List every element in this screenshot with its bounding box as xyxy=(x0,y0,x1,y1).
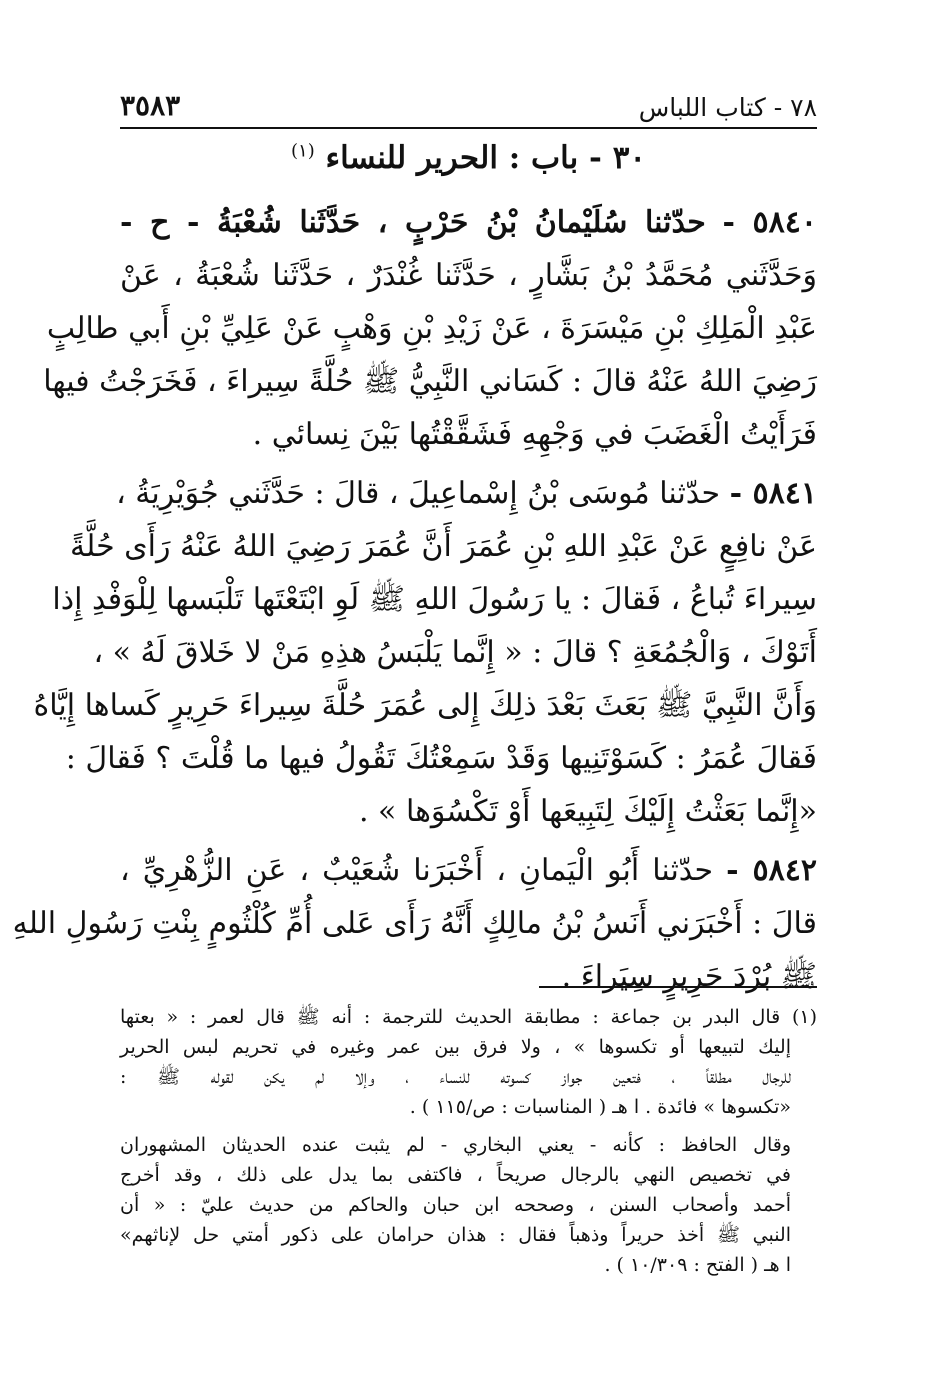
text-line: حدّثنا سُلَيْمانُ بْنُ حَرْبٍ ، حَدَّثَنا شُعْبَةُ - ح - xyxy=(120,205,706,240)
text-line: حدّثنا مُوسَى بْنُ إِسْماعِيلَ ، قالَ : حَدَّثَني جُوَيْرِيَةُ ، xyxy=(116,476,721,511)
text-line: فَرَأَيْتُ الْغَضَبَ في وَجْهِهِ فَشَقَّقْتُها بَيْنَ نِسائي . xyxy=(252,417,817,452)
footnote-line: ا هـ ( الفتح : ١٠/٣٠٩ ) . xyxy=(604,1254,791,1276)
main-text xyxy=(12,196,817,1003)
hadith-5842-line-1 xyxy=(120,844,817,897)
text-line: قالَ : أَخْبَرَني أَنَسُ بْنُ مالِكٍ أَنَّهُ رَأَى عَلى أُمِّ كُلْثُومٍ بِنْتِ رَسُولِ اللهِ xyxy=(12,906,817,941)
footnote-reference: (١) xyxy=(290,140,315,162)
footnote-line: أحمد وأصحاب السنن ، وصححه ابن حبان والحاكم من حديث عليّ : « أن xyxy=(120,1194,791,1216)
footnote-line: وقال الحافظ : كأنه - يعني البخاري - لم يثبت عنده الحديثان المشهوران xyxy=(120,1134,791,1156)
text-line: عَنْ نافِعٍ عَنْ عَبْدِ اللهِ بْنِ عُمَرَ أَنَّ عُمَرَ رَضِيَ اللهُ عَنْهُ رَأَى حُلَّةً xyxy=(70,529,817,564)
footnotes xyxy=(120,1002,817,1280)
footnote-line: للرجال مطلقاً ، فتعين جواز كسوته للنساء ، وإلا لم يكن لقوله ﷺ : xyxy=(120,1066,791,1088)
footnote-line: «تكسوها » فائدة . ا هـ ( المناسبات : ص/١١٥ ) . xyxy=(409,1096,791,1118)
text-line: حدّثنا أَبُو الْيَمانِ ، أَخْبَرَنا شُعَيْبٌ ، عَنِ الزُّهْرِيِّ ، xyxy=(120,853,714,888)
footnote-line: في تخصيص النهي بالرجال صريحاً ، فاكتفى بما يدل على ذلك ، وقد أخرج xyxy=(120,1164,792,1186)
hadith-5841-line-1 xyxy=(116,467,817,520)
hadith-number: ٥٨٤١ - xyxy=(729,476,817,511)
text-line: وَأَنَّ النَّبِيَّ ﷺ بَعَثَ بَعْدَ ذلِكَ إِلى عُمَرَ حُلَّةَ سِيراءَ حَرِيرٍ كَساها إِيَّاهُ xyxy=(33,688,817,723)
text-line: رَضِيَ اللهُ عَنْهُ قالَ : كَسَاني النَّبِيُّ ﷺ حُلَّةً سِيراءَ ، فَخَرَجْتُ فيها xyxy=(43,364,817,399)
header-rule xyxy=(120,127,817,129)
text-line: ﷺ بُرْدَ حَرِيرٍ سِيَراءَ . xyxy=(561,959,817,994)
text-line: سِيراءَ تُباعُ ، فَقالَ : يا رَسُولَ اللهِ ﷺ لَوِ ابْتَعْتَها تَلْبَسها لِلْوَفْدِ إِذا xyxy=(52,582,817,617)
hadith-5840-line-1 xyxy=(120,196,817,249)
text-line: عَبْدِ الْمَلِكِ بْنِ مَيْسَرَةَ ، عَنْ زَيْدِ بْنِ وَهْبٍ عَنْ عَلِيِّ بْنِ أَبي طالِبٍ xyxy=(46,311,817,346)
footnote-line: النبي ﷺ أخذ حريراً وذهباً فقال : هذان حرامان على ذكور أمتي حل لإناثهم» xyxy=(120,1224,791,1246)
footnote-line: إليك لتبيعها أو تكسوها » ، ولا فرق بين عمر وغيره في تحريم لبس الحرير xyxy=(120,1036,791,1058)
running-title: ٧٨ - كتاب اللباس xyxy=(638,93,817,122)
footnote-rule xyxy=(539,986,817,988)
hadith-number: ٥٨٤٢ - xyxy=(726,853,817,888)
text-line: أَتَوْكَ ، وَالْجُمُعَةِ ؟ قالَ : « إِنَّما يَلْبَسُ هذِهِ مَنْ لا خَلاقَ لَهُ » ، xyxy=(93,635,817,670)
page-header xyxy=(120,86,817,122)
chapter-title xyxy=(120,140,817,186)
text-line: فَقالَ عُمَرُ : كَسَوْتَنِيها وَقَدْ سَمِعْتُكَ تَقُولُ فيها ما قُلْتَ ؟ فَقالَ : xyxy=(65,741,817,776)
text-line: وَحَدَّثَني مُحَمَّدُ بْنُ بَشَّارٍ ، حَدَّثَنا غُنْدَرٌ ، حَدَّثَنا شُعْبَةُ ، عَنْ xyxy=(120,258,817,293)
footnote-line: (١) قال البدر بن جماعة : مطابقة الحديث للترجمة : أنه ﷺ قال لعمر : « بعتها xyxy=(120,1006,817,1028)
text-line: «إِنَّما بَعَثْتُ إِلَيْكَ لِتَبِيعَها أَوْ تَكْسُوَها » . xyxy=(358,794,817,829)
chapter-title-text: ٣٠ - باب : الحرير للنساء xyxy=(325,140,647,176)
hadith-number: ٥٨٤٠ - xyxy=(722,205,817,240)
page-number: ٣٥٨٣ xyxy=(120,89,181,122)
